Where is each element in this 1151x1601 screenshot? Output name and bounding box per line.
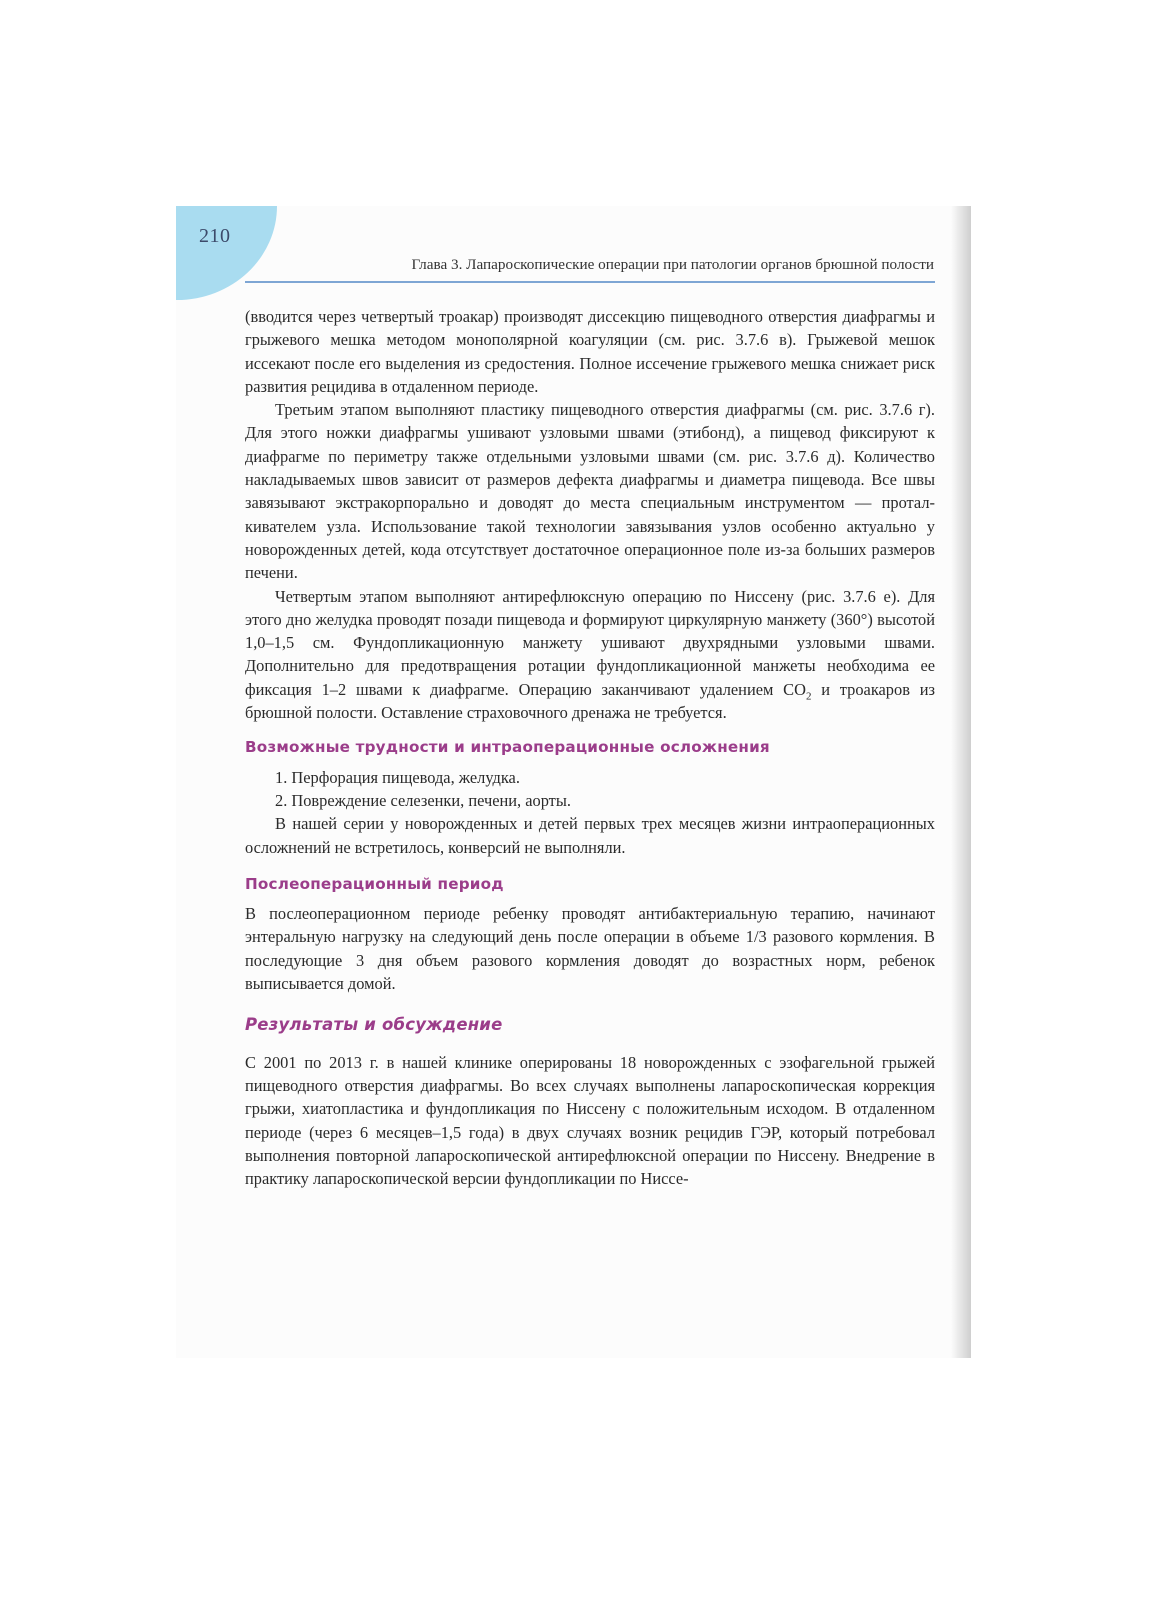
list-item: 1. Перфорация пищевода, желудка. [275,767,520,787]
paragraph-1: (вводится через четвертый троакар) производят диссекцию пищеводного отверстия диафрагмы и грыжевого мешка методом монополярной коагуляции (см. рис. 3.7.6 в). Грыжевой мешок иссекают после его выделения из средостения. Полное иссечение грыжевого мешка снижает риск развития рецидива в отдаленном периоде. [245,307,935,396]
co2-subscript: 2 [805,690,812,703]
section-heading-results: Результаты и обсуждение [245,1015,503,1035]
header-rule [245,281,935,283]
paragraph-6: С 2001 по 2013 г. в нашей клинике оперированы 18 новорожденных с эзофагельной грыжей пищеводного отверстия диафрагмы. Во всех случаях выполнены лапароскопическая коррекция грыжи, хиатопластика и фундопликация по Ниссену с положительным исходом. В отдаленном периоде (через 6 месяцев–1,5 года) в двух случаях возник рецидив ГЭР, который потребовал выполнения повторной лапароскопической антирефлюксной операции по Ниссену. Внедрение в практику лапароскопической версии фундопликации по Ниссе- [245,1052,935,1189]
section-heading-complications: Возможные трудности и интраоперационные осложнения [245,738,770,757]
paragraph-3-part-b: и троакаров из брюшной полости. Оставление страховочного дренажа не требуется. [245,679,935,723]
page-number: 210 [199,225,231,247]
section-heading-postoperative: Послеоперационный период [245,874,504,893]
list-item: 2. Повреждение селезенки, печени, аорты. [275,790,571,810]
paragraph-3-part-a: Четвертым этапом выполняют антирефлюксную операцию по Ниссену (рис. 3.7.6 е). Для этого дно желудка проводят позади пищевода и формируют циркулярную манжету (360°) высотой 1,0–1,5 см. Фундопликационную манжету ушивают двухрядными узловыми швами. Дополнительно для предотвращения ротации фундопликационной манжеты необходима ее фиксация 1–2 швами к диафрагме. Операцию заканчивают удалением CO [245,586,935,699]
paragraph-2: Третьим этапом выполняют пластику пищеводного отверстия диафрагмы (см. рис. 3.7.6 г). Для этого ножки диафрагмы ушивают узловыми швами (этибонд), а пищевод фиксируют к диафрагме по периметру также отдельными узловыми швами (см. рис. 3.7.6 д). Количество накладываемых швов зависит от размеров дефекта диафрагмы и диаметра пищевода. Все швы завязывают экстракорпорально и доводят до места специальным инструментом — проталкивателем узла. Использование такой технологии завязывания узлов особенно актуально у новорожденных детей, кода отсутствует достаточное операционное поле из-за больших размеров печени. [245,400,935,583]
paragraph-3 [245,585,935,725]
complications-list [245,766,935,813]
body-text [245,305,935,1190]
running-head: Глава 3. Лапароскопические операции при патологии органов брюшной полости [411,256,934,273]
paragraph-5: В послеоперационном периоде ребенку проводят антибактериальную терапию, начинают энтеральную нагрузку на следующий день после операции в объеме 1/3 разового кормления. В последующие 3 дня объем разового кормления доводят до возрастных норм, ребенок выписывается домой. [245,904,935,994]
page-edge-shadow [951,206,971,1358]
paragraph-4: В нашей серии у новорожденных и детей первых трех месяцев жизни интраоперационных осложнений не встретилось, конверсий не выполняли. [245,814,935,857]
